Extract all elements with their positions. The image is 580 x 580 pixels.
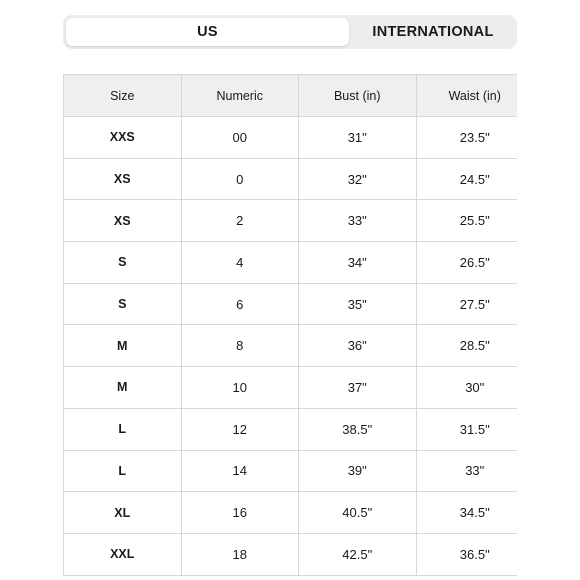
waist-cell: 28.5" (416, 325, 517, 367)
bust-cell: 31" (299, 117, 417, 159)
bust-cell: 33" (299, 200, 417, 242)
table-row (64, 283, 518, 325)
table-row (64, 492, 518, 534)
bust-cell: 32" (299, 158, 417, 200)
numeric-cell: 10 (181, 367, 299, 409)
table-row (64, 367, 518, 409)
header-size: Size (64, 75, 182, 117)
size-cell: L (64, 450, 182, 492)
waist-cell: 36.5" (416, 533, 517, 575)
bust-cell: 35" (299, 283, 417, 325)
numeric-cell: 4 (181, 242, 299, 284)
bust-cell: 36" (299, 325, 417, 367)
bust-cell: 40.5" (299, 492, 417, 534)
size-cell: XXL (64, 533, 182, 575)
waist-cell: 26.5" (416, 242, 517, 284)
size-cell: XL (64, 492, 182, 534)
header-waist: Waist (in) (416, 75, 517, 117)
size-cell: M (64, 367, 182, 409)
size-cell: M (64, 325, 182, 367)
waist-cell: 25.5" (416, 200, 517, 242)
size-cell: XXS (64, 117, 182, 159)
numeric-cell: 2 (181, 200, 299, 242)
waist-cell: 23.5" (416, 117, 517, 159)
tab-us[interactable]: US (66, 18, 349, 46)
header-bust: Bust (in) (299, 75, 417, 117)
table-row (64, 450, 518, 492)
size-cell: L (64, 408, 182, 450)
table-header-row (64, 75, 518, 117)
bust-cell: 37" (299, 367, 417, 409)
waist-cell: 33" (416, 450, 517, 492)
tab-international[interactable]: INTERNATIONAL (372, 24, 494, 40)
waist-cell: 24.5" (416, 158, 517, 200)
bust-cell: 34" (299, 242, 417, 284)
numeric-cell: 00 (181, 117, 299, 159)
bust-cell: 39" (299, 450, 417, 492)
size-cell: XS (64, 200, 182, 242)
numeric-cell: 6 (181, 283, 299, 325)
waist-cell: 34.5" (416, 492, 517, 534)
numeric-cell: 16 (181, 492, 299, 534)
size-table-container (63, 74, 517, 577)
size-cell: S (64, 242, 182, 284)
table-row (64, 158, 518, 200)
table-row (64, 200, 518, 242)
table-row (64, 533, 518, 575)
region-toggle (63, 15, 517, 49)
bust-cell: 38.5" (299, 408, 417, 450)
table-row (64, 408, 518, 450)
waist-cell: 27.5" (416, 283, 517, 325)
numeric-cell: 8 (181, 325, 299, 367)
size-table (63, 74, 517, 576)
numeric-cell: 12 (181, 408, 299, 450)
numeric-cell: 18 (181, 533, 299, 575)
numeric-cell: 0 (181, 158, 299, 200)
table-row (64, 242, 518, 284)
numeric-cell: 14 (181, 450, 299, 492)
bust-cell: 42.5" (299, 533, 417, 575)
table-row (64, 325, 518, 367)
waist-cell: 31.5" (416, 408, 517, 450)
waist-cell: 30" (416, 367, 517, 409)
size-cell: S (64, 283, 182, 325)
size-cell: XS (64, 158, 182, 200)
header-numeric: Numeric (181, 75, 299, 117)
table-row (64, 117, 518, 159)
